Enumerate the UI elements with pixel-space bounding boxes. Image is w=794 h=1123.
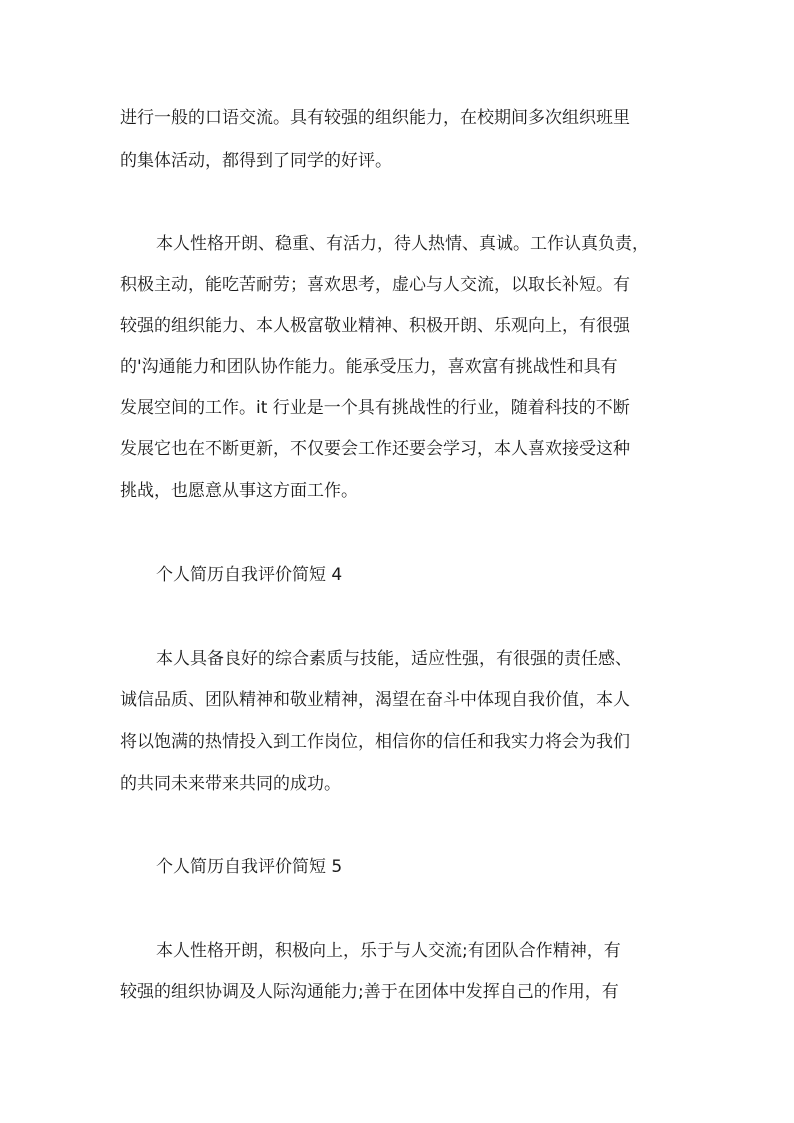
paragraph-line: 的共同未来带来共同的成功。 — [120, 774, 341, 794]
section-heading: 个人简历自我评价简短 5 — [156, 857, 343, 877]
section-heading: 个人简历自我评价简短 4 — [156, 565, 343, 585]
paragraph-line: 进行一般的口语交流。具有较强的组织能力，在校期间多次组织班里 — [120, 108, 630, 128]
paragraph-line: 发展它也在不断更新，不仅要会工作还要会学习，本人喜欢接受这种 — [120, 439, 630, 459]
paragraph-line: 本人性格开朗，积极向上，乐于与人交流;有团队合作精神，有 — [156, 941, 621, 961]
paragraph-line: 较强的组织能力、本人极富敬业精神、积极开朗、乐观向上，有很强 — [120, 316, 630, 336]
paragraph-line: 的'沟通能力和团队协作能力。能承受压力，喜欢富有挑战性和具有 — [120, 357, 618, 377]
paragraph-line: 发展空间的工作。it 行业是一个具有挑战性的行业，随着科技的不断 — [120, 398, 630, 418]
paragraph-line: 积极主动，能吃苦耐劳；喜欢思考，虚心与人交流，以取长补短。有 — [120, 275, 630, 295]
paragraph-line: 的集体活动，都得到了同学的好评。 — [120, 151, 392, 171]
paragraph-line: 本人具备良好的综合素质与技能，适应性强，有很强的责任感、 — [156, 649, 632, 669]
paragraph-line: 诚信品质、团队精神和敬业精神，渴望在奋斗中体现自我价值，本人 — [120, 690, 630, 710]
paragraph-line: 较强的组织协调及人际沟通能力;善于在团体中发挥自己的作用，有 — [120, 982, 619, 1002]
paragraph-line: 本人性格开朗、稳重、有活力，待人热情、真诚。工作认真负责， — [156, 234, 649, 254]
paragraph-line: 挑战，也愿意从事这方面工作。 — [120, 481, 358, 501]
paragraph-line: 将以饱满的热情投入到工作岗位，相信你的信任和我实力将会为我们 — [120, 732, 630, 752]
